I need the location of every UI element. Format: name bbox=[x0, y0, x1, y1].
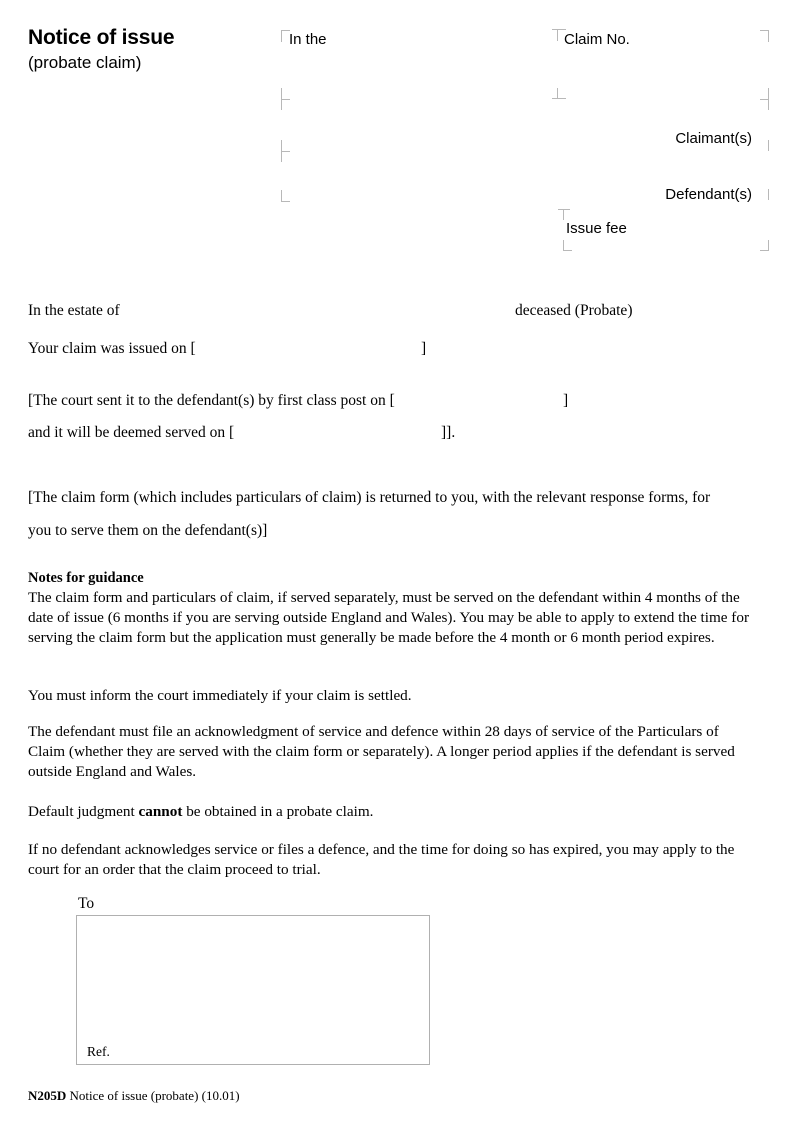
claimants-entry-area[interactable] bbox=[300, 100, 750, 138]
claim-form-returned-line-1: [The claim form (which includes particulars of claim) is returned to you, with the relevant response forms, for bbox=[28, 489, 711, 506]
notes-for-guidance-heading: Notes for guidance bbox=[28, 570, 144, 586]
estate-of-label: In the estate of bbox=[28, 302, 120, 319]
default-judgment-prefix: Default judgment bbox=[28, 803, 139, 820]
issued-on-entry-area[interactable] bbox=[210, 338, 420, 360]
court-sent-close-bracket: ] bbox=[563, 392, 569, 409]
to-label: To bbox=[78, 895, 95, 912]
default-judgment-cannot: cannot bbox=[138, 803, 183, 820]
notes-paragraph-1: The claim form and particulars of claim, if served separately, must be served on the defendant within 4 months of the date of issue (6 months if you are serving outside England and Wales). You may be able to apply to extend the time for serving the claim form but the application must generally be made before the 4 month or 6 month period expires. bbox=[28, 589, 750, 647]
defendants-entry-area[interactable] bbox=[300, 152, 750, 186]
ref-label: Ref. bbox=[87, 1044, 110, 1059]
title-subtitle: (probate claim) bbox=[28, 52, 142, 72]
issued-on-prefix: Your claim was issued on [ bbox=[28, 340, 196, 357]
field-label-claim-no: Claim No. bbox=[564, 31, 630, 48]
to-address-box[interactable] bbox=[76, 915, 430, 1065]
court-sent-prefix: [The court sent it to the defendant(s) by first class post on [ bbox=[28, 392, 395, 409]
deemed-served-close-bracket: ]]. bbox=[441, 424, 456, 441]
notes-paragraph-4 bbox=[28, 802, 750, 822]
claim-no-entry-area[interactable] bbox=[640, 50, 765, 85]
field-label-issue-fee: Issue fee bbox=[566, 220, 627, 237]
field-label-claimants: Claimant(s) bbox=[675, 130, 752, 147]
claim-form-returned-line-2: you to serve them on the defendant(s)] bbox=[28, 522, 268, 539]
deceased-probate-label: deceased (Probate) bbox=[515, 302, 633, 319]
page-title bbox=[28, 26, 268, 74]
notes-paragraph-5: If no defendant acknowledges service or files a defence, and the time for doing so has expired, you may apply to the court for an order that the claim proceed to trial. bbox=[28, 841, 735, 879]
form-footer-text: Notice of issue (probate) (10.01) bbox=[66, 1088, 240, 1103]
issued-on-close-bracket: ] bbox=[421, 340, 427, 357]
estate-name-entry-area[interactable] bbox=[140, 300, 500, 322]
notes-paragraph-2: You must inform the court immediately if your claim is settled. bbox=[28, 687, 412, 704]
default-judgment-suffix: be obtained in a probate claim. bbox=[182, 803, 374, 820]
deemed-served-prefix: and it will be deemed served on [ bbox=[28, 424, 235, 441]
form-footer bbox=[28, 1088, 240, 1104]
issue-fee-entry-area[interactable] bbox=[640, 215, 765, 247]
court-sent-date-entry-area[interactable] bbox=[450, 390, 560, 412]
title-main: Notice of issue bbox=[28, 26, 175, 49]
field-label-in-the: In the bbox=[289, 31, 327, 48]
form-code: N205D bbox=[28, 1088, 67, 1103]
deemed-served-date-entry-area[interactable] bbox=[255, 422, 440, 444]
notes-paragraph-3: The defendant must file an acknowledgment of service and defence within 28 days of service of the Particulars of Claim (whether they are served with the claim form or separately). A longer period applies if the defendant is served outside England and Wales. bbox=[28, 723, 735, 781]
field-label-defendants: Defendant(s) bbox=[665, 186, 752, 203]
